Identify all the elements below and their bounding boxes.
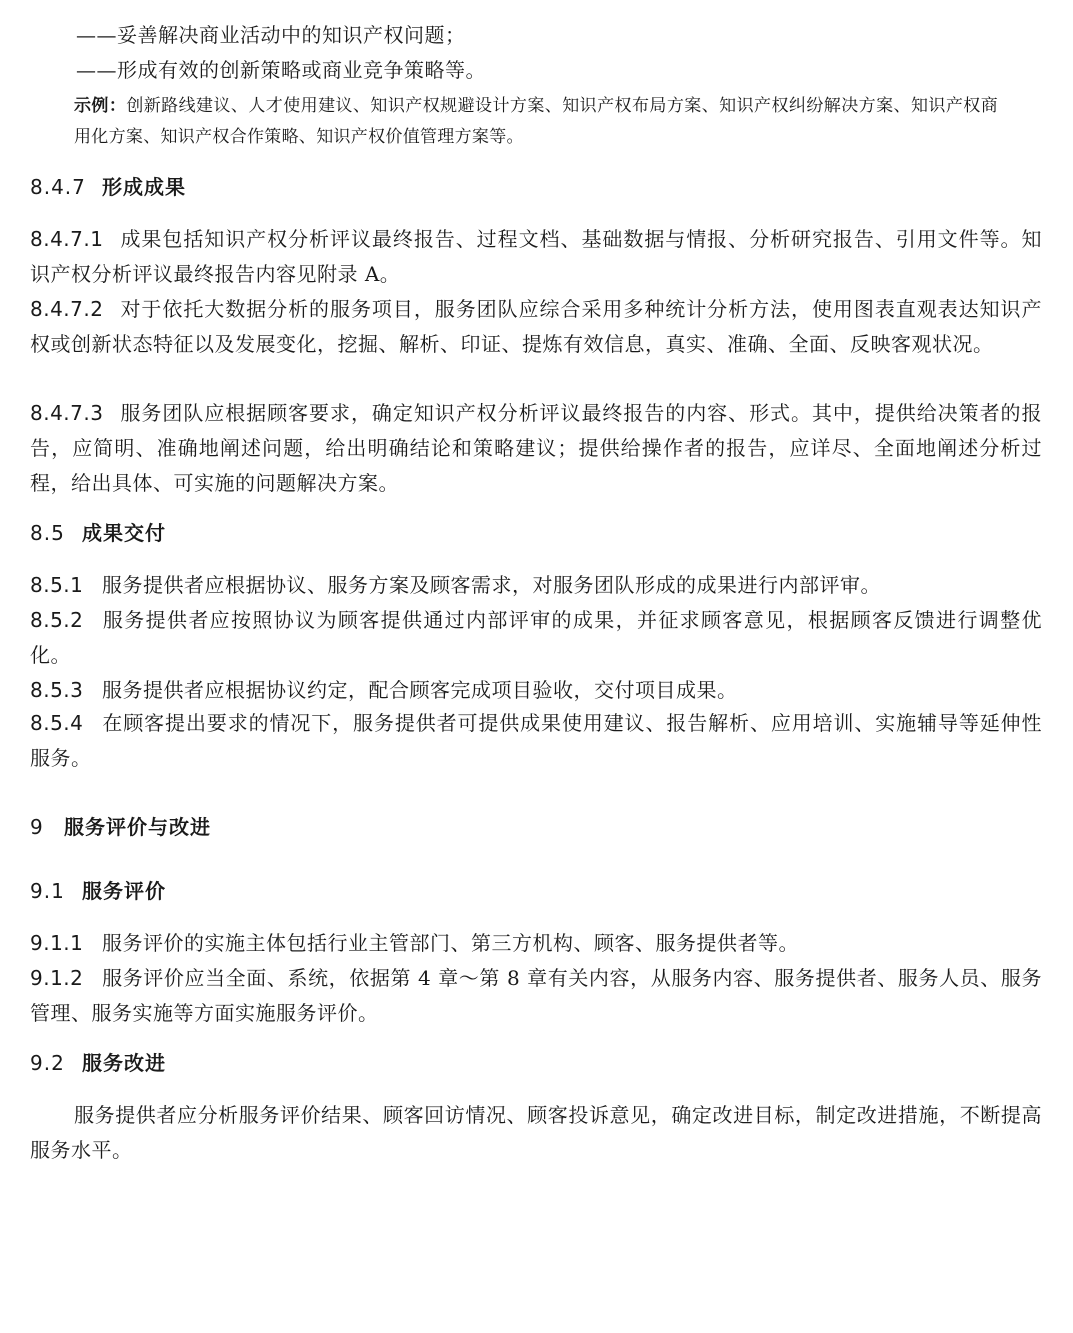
clause-9-1-1 (30, 926, 1042, 961)
section-title: 成果交付 (82, 521, 166, 545)
clause-9-1-2 (30, 961, 1042, 1031)
list-item-dash-2: ——形成有效的创新策略或商业竞争策略等。 (76, 58, 486, 82)
paragraph-9-2: 服务提供者应分析服务评价结果、顾客回访情况、顾客投诉意见，确定改进目标，制定改进措施，不断提高服务水平。 (30, 1103, 1042, 1162)
clause-8-5-3 (30, 673, 1042, 708)
section-number: 9.1 (30, 879, 65, 903)
example-label: 示例： (74, 96, 127, 116)
clause-8-5-4 (30, 706, 1042, 776)
clause-8-5-1 (30, 568, 1042, 603)
section-title: 服务改进 (82, 1051, 166, 1075)
clause-text: 服务团队应根据顾客要求，确定知识产权分析评议最终报告的内容、形式。其中，提供给决策者的报告，应简明、准确地阐述问题，给出明确结论和策略建议；提供给操作者的报告，应详尽、全面地阐述分析过程，给出具体、可实施的问题解决方案。 (30, 401, 1042, 495)
section-number: 8.5 (30, 521, 65, 545)
clause-text: 服务评价的实施主体包括行业主管部门、第三方机构、顾客、服务提供者等。 (102, 931, 799, 955)
clause-text: 在顾客提出要求的情况下，服务提供者可提供成果使用建议、报告解析、应用培训、实施辅导等延伸性服务。 (30, 711, 1042, 770)
section-number: 8.4.7 (30, 175, 86, 199)
example-text: 创新路线建议、人才使用建议、知识产权规避设计方案、知识产权布局方案、知识产权纠纷解决方案、知识产权商用化方案、知识产权合作策略、知识产权价值管理方案等。 (74, 96, 998, 147)
chapter-title: 服务评价与改进 (64, 815, 211, 839)
clause-number: 9.1.2 (30, 966, 84, 990)
example-note (30, 91, 998, 153)
clause-number: 8.4.7.3 (30, 401, 104, 425)
section-title: 形成成果 (102, 175, 186, 199)
clause-number: 8.5.3 (30, 678, 84, 702)
clause-text: 服务提供者应根据协议约定，配合顾客完成项目验收，交付项目成果。 (102, 678, 738, 702)
clause-8-4-7-3 (30, 396, 1042, 501)
chapter-heading-9 (30, 812, 1042, 842)
clause-8-4-7-1 (30, 222, 1042, 292)
clause-8-5-2 (30, 603, 1042, 673)
clause-text: 成果包括知识产权分析评议最终报告、过程文档、基础数据与情报、分析研究报告、引用文件等。知识产权分析评议最终报告内容见附录 A。 (30, 227, 1042, 286)
section-heading-9-1 (30, 876, 1042, 906)
clause-number: 8.5.2 (30, 608, 84, 632)
chapter-number: 9 (30, 815, 44, 839)
section-heading-8-5 (30, 518, 1042, 548)
clause-text: 对于依托大数据分析的服务项目，服务团队应综合采用多种统计分析方法，使用图表直观表达知识产权或创新状态特征以及发展变化，挖掘、解析、印证、提炼有效信息，真实、准确、全面、反映客观状况。 (30, 297, 1042, 356)
clause-number: 8.5.1 (30, 573, 84, 597)
section-title: 服务评价 (82, 879, 166, 903)
section-heading-9-2 (30, 1048, 1042, 1078)
clause-text: 服务提供者应根据协议、服务方案及顾客需求，对服务团队形成的成果进行内部评审。 (102, 573, 881, 597)
list-item-dash-1: ——妥善解决商业活动中的知识产权问题； (76, 23, 466, 47)
clause-number: 8.4.7.1 (30, 227, 104, 251)
section-number: 9.2 (30, 1051, 65, 1075)
clause-text: 服务提供者应按照协议为顾客提供通过内部评审的成果，并征求顾客意见，根据顾客反馈进行调整优化。 (30, 608, 1042, 667)
section-heading-8-4-7 (30, 172, 1042, 202)
clause-text: 服务评价应当全面、系统，依据第 4 章～第 8 章有关内容，从服务内容、服务提供者、服务人员、服务管理、服务实施等方面实施服务评价。 (30, 966, 1042, 1025)
clause-number: 8.4.7.2 (30, 297, 104, 321)
clause-8-4-7-2 (30, 292, 1042, 362)
clause-number: 8.5.4 (30, 711, 84, 735)
clause-number: 9.1.1 (30, 931, 84, 955)
